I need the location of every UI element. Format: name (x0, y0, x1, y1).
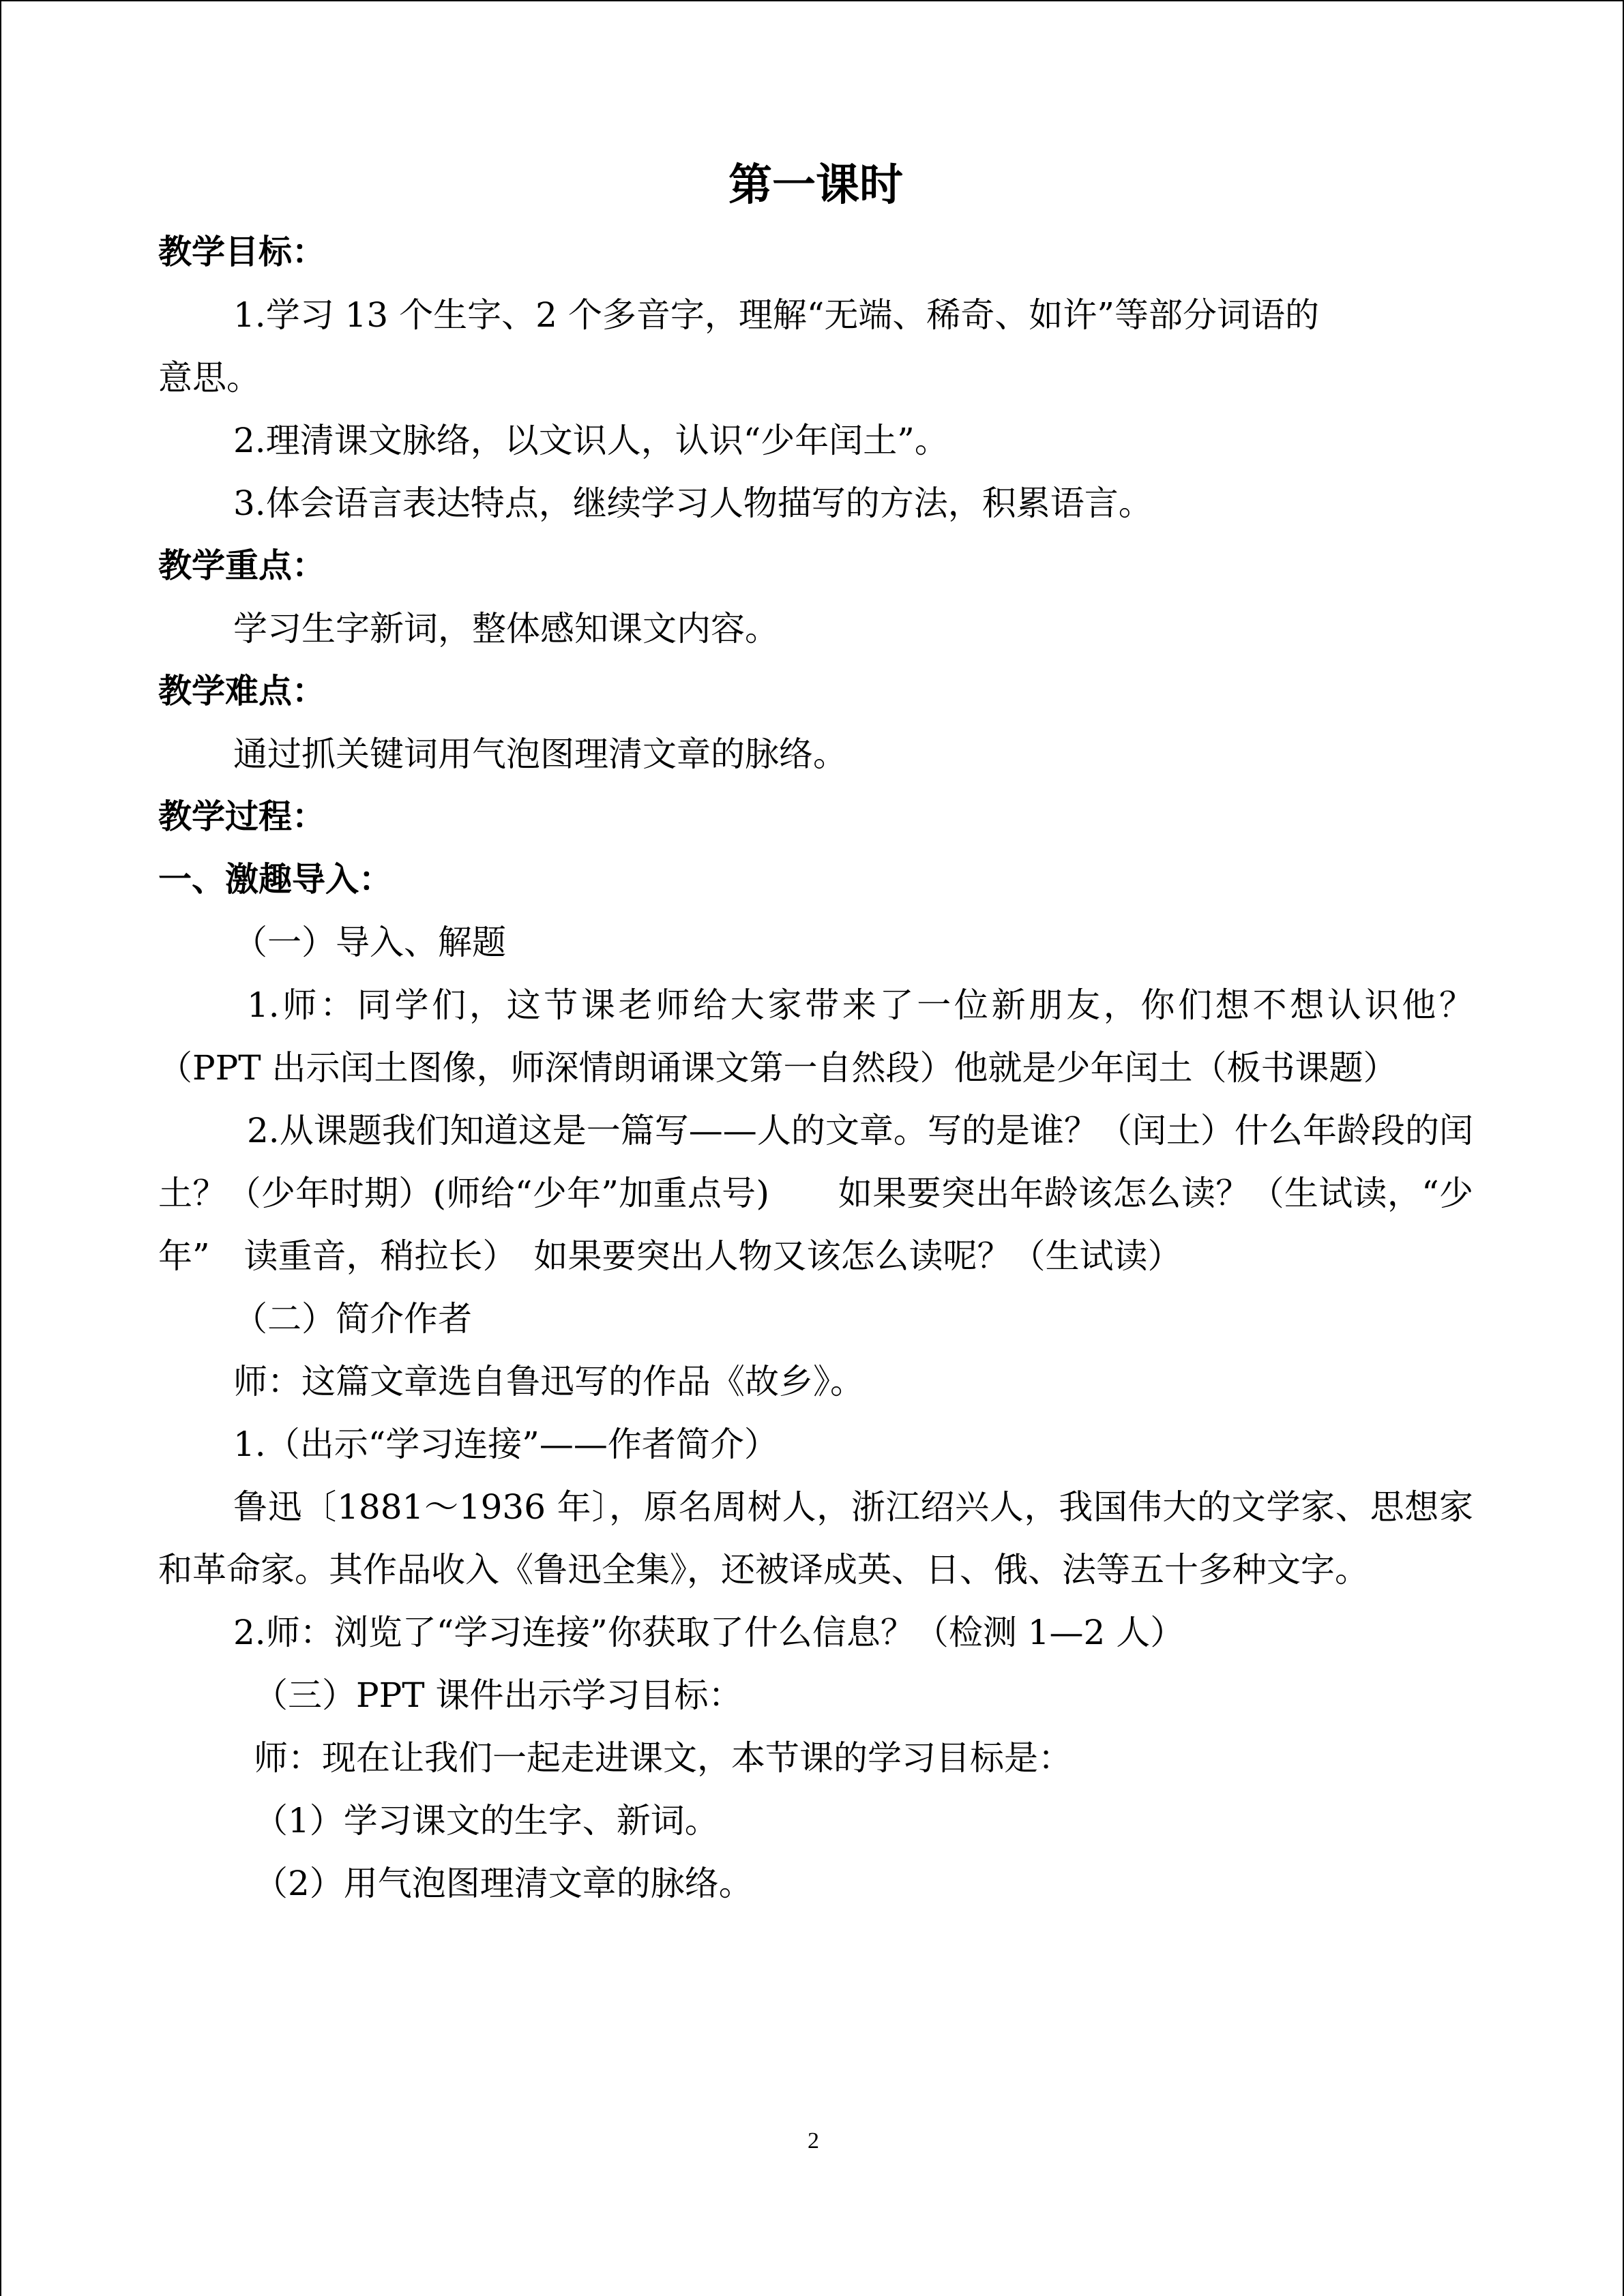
part-one-heading: 一、激趣导入： (158, 860, 393, 899)
key-points-heading: 教学重点： (158, 546, 326, 585)
goal-3: 3.体会语言表达特点，继续学习人物描写的方法，积累语言。 (233, 483, 1153, 523)
teacher-paragraph-2: 2.从课题我们知道这是一篇写——人的文章。写的是谁？（闰土）什么年龄段的闰土？（少年时期）(师给“少年”加重点号) 如果要突出年龄该怎么读？（生试读，“少年” 读重音，稍拉长） 如果要突出人物又该怎么读呢？（生试读） (158, 1111, 1473, 1276)
page-content (158, 151, 1473, 1915)
difficulty-heading: 教学难点： (158, 672, 326, 711)
process-heading: 教学过程： (158, 797, 326, 836)
page-title: 第一课时 (728, 160, 903, 211)
subsection-objectives-title: （三）PPT 课件出示学习目标： (254, 1675, 743, 1715)
learning-link-2: 2.师：浏览了“学习连接”你获取了什么信息？（检测 1—2 人） (233, 1613, 1185, 1652)
objective-intro: 师：现在让我们一起走进课文，本节课的学习目标是： (254, 1738, 1072, 1778)
goals-heading: 教学目标： (158, 233, 326, 271)
subsection-author-title: （二）简介作者 (233, 1299, 472, 1339)
goal-2: 2.理清课文脉络，以文识人，认识“少年闰土”。 (233, 421, 949, 460)
author-intro: 师：这篇文章选自鲁迅写的作品《故乡》。 (233, 1362, 864, 1401)
page-number: 2 (808, 2128, 819, 2153)
objective-2: （2）用气泡图理清文章的脉络。 (254, 1864, 753, 1903)
objective-1: （1）学习课文的生字、新词。 (254, 1801, 719, 1840)
lu-xun-bio: 鲁迅〔1881～1936 年〕，原名周树人，浙江绍兴人，我国伟大的文学家、思想家和革命家。其作品收入《鲁迅全集》，还被译成英、日、俄、法等五十多种文字。 (158, 1487, 1473, 1590)
teacher-paragraph-1: 1.师：同学们，这节课老师给大家带来了一位新朋友，你们想不想认识他？（PPT 出示闰土图像，师深情朗诵课文第一自然段）他就是少年闰土（板书课题） (158, 985, 1473, 1088)
key-points-text: 学习生字新词，整体感知课文内容。 (233, 609, 779, 648)
learning-link-1: 1.（出示“学习连接”——作者简介） (233, 1425, 778, 1464)
difficulty-text: 通过抓关键词用气泡图理清文章的脉络。 (233, 734, 847, 774)
goal-1-line-a: 1.学习 13 个生字、2 个多音字，理解“无端、稀奇、如许”等部分词语的 (233, 295, 1319, 335)
goal-1-line-b: 意思。 (158, 358, 261, 398)
subsection-intro-title: （一）导入、解题 (233, 923, 506, 962)
